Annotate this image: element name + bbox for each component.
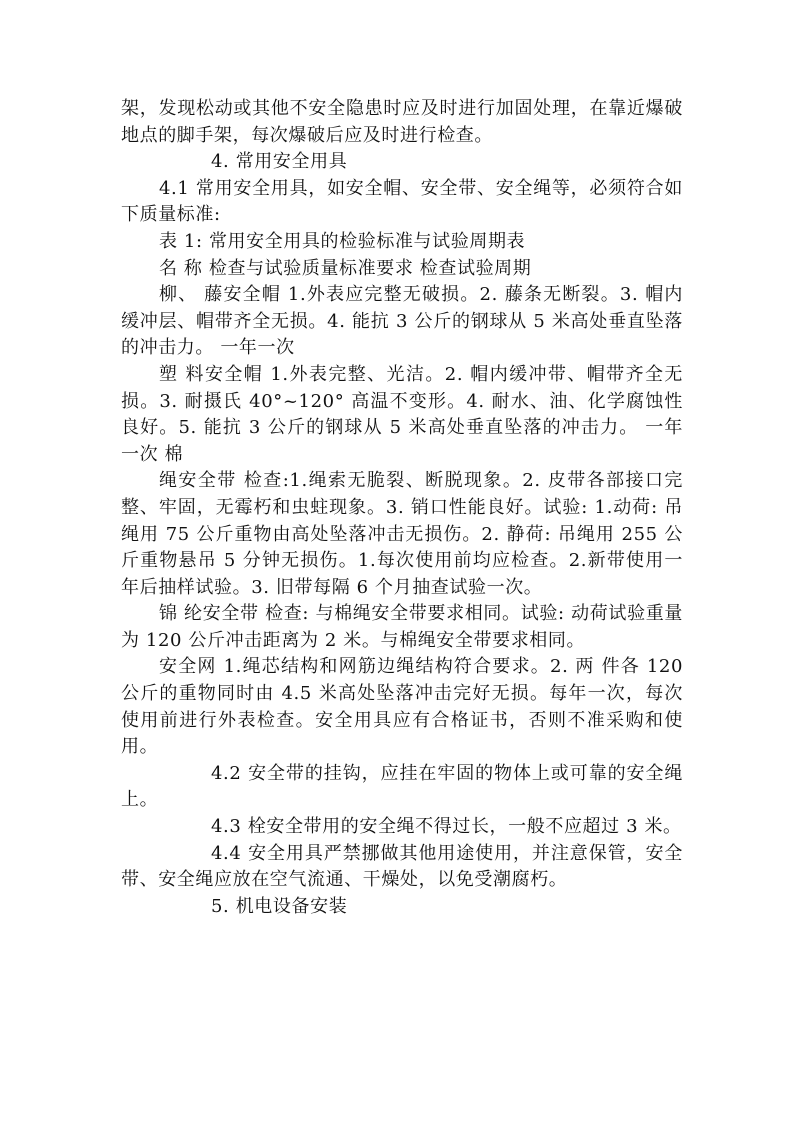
table-row-safety-net: 安全网 1.绳芯结构和网筋边绳结构符合要求。2. 两 件各 120 公斤的重物同时由 4.5 米高处坠落冲击完好无损。每年一次，每次使用前进行外表检查。安全用具应有合格证书，否则不准采购和使用。	[121, 656, 683, 758]
paragraph-4-1: 4.1 常用安全用具，如安全帽、安全带、安全绳等，必须符合如下质量标准:	[121, 177, 683, 226]
paragraph-4-2: 4.2 安全带的挂钩，应挂在牢固的物体上或可靠的安全绳上。	[121, 762, 683, 811]
paragraph-scaffold-inspection-continued: 架，发现松动或其他不安全隐患时应及时进行加固处理，在靠近爆破地点的脚手架，每次爆破后应及时进行检查。	[121, 98, 683, 146]
section-heading-4-safety-equipment: 4. 常用安全用具	[211, 151, 348, 173]
document-page	[121, 96, 683, 920]
table-row-cotton-rope-belt: 绳安全带 检查:1.绳索无脆裂、断脱现象。2. 皮带各部接口完整、牢固，无霉朽和虫蛀现象。3. 销口性能良好。试验: 1.动荷: 吊绳用 75 公斤重物由高处坠落冲击无损伤。2. 静荷: 吊绳用 255 公斤重物悬吊 5 分钟无损伤。1.每次使用前均应检查。2.新带使用一年后抽样试验。3. 旧带每隔 6 个月抽查试验一次。	[121, 470, 683, 598]
table-title: 表 1: 常用安全用具的检验标准与试验周期表	[159, 230, 526, 252]
table-row-rattan-helmet: 柳、 藤安全帽 1.外表应完整无破损。2. 藤条无断裂。3. 帽内缓冲层、帽带齐全无损。4. 能抗 3 公斤的钢球从 5 米高处垂直坠落的冲击力。 一年一次	[121, 284, 683, 359]
table-header-row: 名 称 检查与试验质量标准要求 检查试验周期	[159, 257, 532, 279]
section-heading-5-electromechanical-installation: 5. 机电设备安装	[211, 895, 348, 917]
table-row-nylon-belt: 锦 纶安全带 检查: 与棉绳安全带要求相同。试验: 动荷试验重量为 120 公斤冲击距离为 2 米。与棉绳安全带要求相同。	[121, 603, 683, 651]
paragraph-4-4: 4.4 安全用具严禁挪做其他用途使用，并注意保管，安全带、安全绳应放在空气流通、干燥处，以免受潮腐朽。	[121, 842, 683, 891]
paragraph-4-3: 4.3 栓安全带用的安全绳不得过长，一般不应超过 3 米。	[211, 816, 682, 838]
table-row-plastic-helmet: 塑 料安全帽 1.外表完整、光洁。2. 帽内缓冲带、帽带齐全无损。3. 耐摄氏 40°~120° 高温不变形。4. 耐水、油、化学腐蚀性良好。5. 能抗 3 公斤的钢球从 5 米高处垂直坠落的冲击力。 一年一次 棉	[121, 363, 683, 465]
